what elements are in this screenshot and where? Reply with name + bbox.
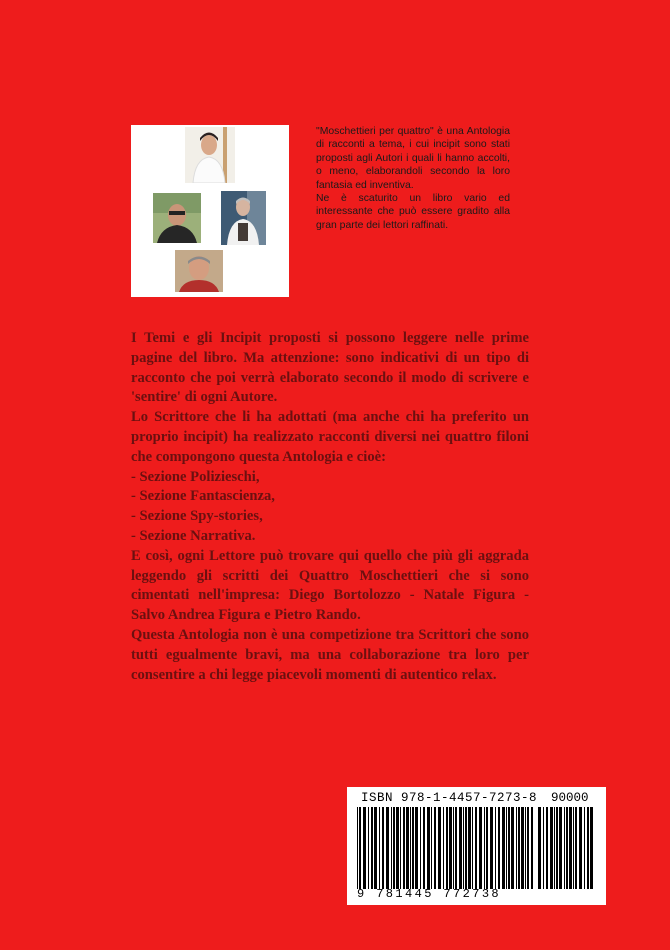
author-photo-1 [185, 127, 235, 183]
author-photo-2 [153, 193, 201, 243]
isbn-barcode [347, 787, 606, 905]
section-item: - Sezione Polizieschi, [131, 468, 260, 485]
body-paragraph-3: E così, ogni Lettore può trovare qui quello che più gli aggrada leggendo gli scritti dei Quattro Moschettieri che si sono cimentati nell'impresa: Diego Bortolozzo - Natale Figura - Salvo Andrea Figura e Pietro Rando. [131, 547, 529, 624]
body-paragraph-2: Lo Scrittore che li ha adottati (ma anche chi ha preferito un proprio incipit) ha realizzato racconti diversi nei quattro filoni che compongono questa Antologia e cioè: [131, 409, 529, 465]
section-item: - Sezione Spy-stories, [131, 508, 263, 525]
isbn-label: ISBN 978-1-4457-7273-8 [361, 791, 538, 805]
intro-blurb [316, 125, 510, 232]
body-paragraph-1: I Temi e gli Incipit proposti si possono leggere nelle prime pagine del libro. Ma attenzione: sono indicativi di un tipo di racconto che poi verrà elaborato secondo il modo di scrivere e 'sentire' di ogni Autore. [131, 330, 529, 406]
author-photo-4 [175, 250, 223, 292]
section-item: - Sezione Fantascienza, [131, 488, 275, 505]
intro-paragraph-1: "Moschettieri per quattro" è una Antologia di racconti a tema, i cui incipit sono stati proposti agli Autori i quali li hanno accolti, o meno, elaborandoli secondo la loro fantasia ed inventiva. [316, 126, 510, 191]
addon-barcode-bars [538, 807, 596, 889]
section-item: - Sezione Narrativa. [131, 527, 256, 544]
intro-paragraph-2: Ne è scaturito un libro vario ed interessante che può essere gradito alla gran parte dei lettori raffinati. [316, 193, 510, 231]
author-photo-3 [221, 191, 266, 245]
barcode-bars [357, 807, 533, 889]
author-photos [131, 125, 289, 297]
body-paragraph-4: Questa Antologia non è una competizione tra Scrittori che sono tutti egualmente bravi, ma una collaborazione tra loro per consentire a chi legge piacevoli momenti di autentico relax. [131, 626, 529, 683]
barcode-digits: 9 781445 772738 [357, 887, 502, 901]
price-code: 90000 [551, 791, 589, 805]
back-cover-text [131, 329, 529, 685]
